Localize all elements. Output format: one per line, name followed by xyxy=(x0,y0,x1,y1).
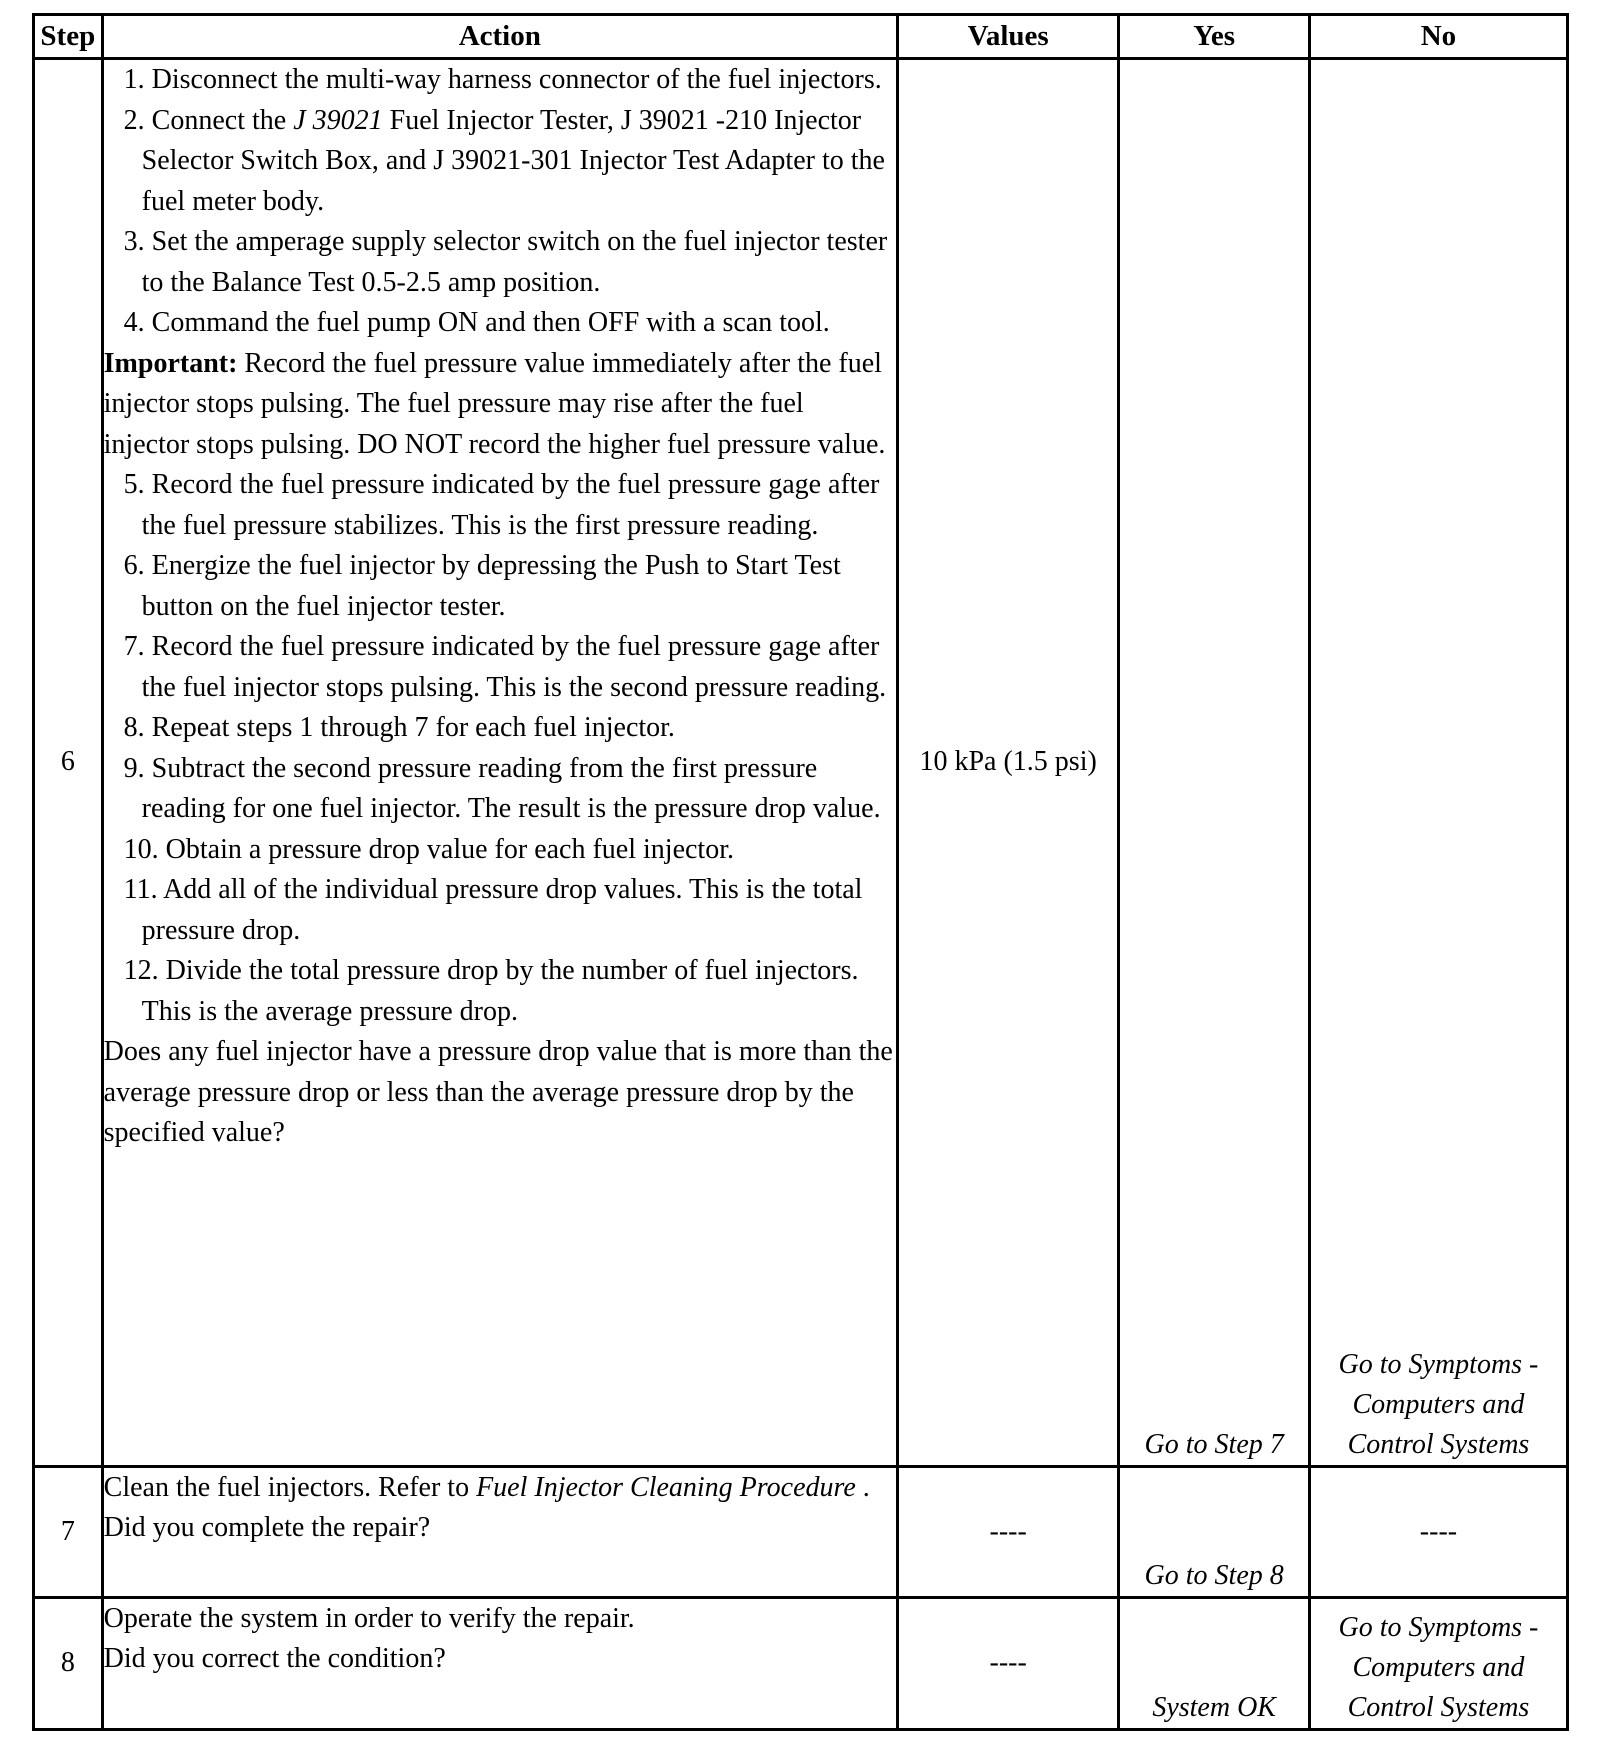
action-text xyxy=(104,1468,896,1509)
header-values: Values xyxy=(897,15,1119,59)
header-step: Step xyxy=(34,15,103,59)
step-number: 7 xyxy=(34,1466,103,1597)
action-item-4: 4. Command the fuel pump ON and then OFF with a scan tool. xyxy=(123,307,830,338)
header-yes: Yes xyxy=(1119,15,1310,59)
action-question: Did you correct the condition? xyxy=(103,1643,446,1675)
action-text: Operate the system in order to verify the repair. xyxy=(103,1602,635,1634)
item2-prefix: 2. Connect the xyxy=(123,104,287,136)
action-item-1: 1. Disconnect the multi-way harness connector of the fuel injectors. xyxy=(123,64,882,95)
yes-cell: Go to Step 7 xyxy=(1119,59,1310,1467)
action-suffix: . xyxy=(862,1471,870,1503)
action-item-8: 8. Repeat steps 1 through 7 for each fuel injector. xyxy=(123,712,675,743)
values-cell: ---- xyxy=(897,1597,1119,1729)
no-cell: ---- xyxy=(1309,1466,1567,1597)
tool-reference: J 39021 xyxy=(293,104,383,136)
values-cell: 10 kPa (1.5 psi) xyxy=(897,59,1119,1467)
header-action: Action xyxy=(102,15,897,59)
action-cell xyxy=(102,59,897,1467)
action-prefix: Clean the fuel injectors. Refer to xyxy=(103,1471,470,1503)
table-row-step-6 xyxy=(34,59,1568,1467)
action-item-9: 9. Subtract the second pressure reading from the first pressure reading for one fuel injector. The result is the pressure drop value. xyxy=(123,752,881,824)
step-number: 6 xyxy=(34,59,103,1467)
table-row-step-8 xyxy=(34,1597,1568,1729)
action-item-3: 3. Set the amperage supply selector switch on the fuel injector tester to the Balance Test 0.5-2.5 amp position. xyxy=(123,226,888,298)
action-item-12: 12. Divide the total pressure drop by the number of fuel injectors. This is the average pressure drop. xyxy=(123,955,859,1027)
action-cell xyxy=(102,1466,897,1597)
yes-cell: Go to Step 8 xyxy=(1119,1466,1310,1597)
yes-cell: System OK xyxy=(1119,1597,1310,1729)
action-item-10: 10. Obtain a pressure drop value for each fuel injector. xyxy=(123,833,734,865)
no-cell: Go to Symptoms - Computers and Control Systems xyxy=(1309,59,1567,1467)
header-no: No xyxy=(1309,15,1567,59)
action-question: Does any fuel injector have a pressure drop value that is more than the average pressure drop or less than the average pressure drop by the specified value? xyxy=(103,1036,893,1148)
header-row xyxy=(34,15,1568,59)
action-item-6: 6. Energize the fuel injector by depressing the Push to Start Test button on the fuel injector tester. xyxy=(123,550,841,622)
values-cell: ---- xyxy=(897,1466,1119,1597)
diagnostic-table xyxy=(32,13,1569,1731)
item2-suffix: Fuel Injector Tester, J 39021 -210 Injector Selector Switch Box, and J 39021-301 Injector Test Adapter to the fuel meter body. xyxy=(141,104,885,217)
action-item-5: 5. Record the fuel pressure indicated by the fuel pressure gage after the fuel pressure stabilizes. This is the first pressure reading. xyxy=(123,469,880,541)
procedure-reference: Fuel Injector Cleaning Procedure xyxy=(476,1471,856,1503)
table-row-step-7 xyxy=(34,1466,1568,1597)
step-number: 8 xyxy=(34,1597,103,1729)
important-label: Important: xyxy=(103,347,238,379)
no-cell: Go to Symptoms - Computers and Control Systems xyxy=(1309,1597,1567,1729)
action-cell xyxy=(102,1597,897,1729)
important-note xyxy=(104,344,896,466)
action-item-7: 7. Record the fuel pressure indicated by the fuel pressure gage after the fuel injector stops pulsing. This is the second pressure reading. xyxy=(123,631,887,703)
action-question: Did you complete the repair? xyxy=(103,1512,431,1544)
action-item-11: 11. Add all of the individual pressure drop values. This is the total pressure drop. xyxy=(123,874,863,946)
important-text: Record the fuel pressure value immediately after the fuel injector stops pulsing. The fuel pressure may rise after the fuel injector stops pulsing. DO NOT record the higher fuel pressure value. xyxy=(103,347,886,460)
action-item-2 xyxy=(104,101,896,223)
